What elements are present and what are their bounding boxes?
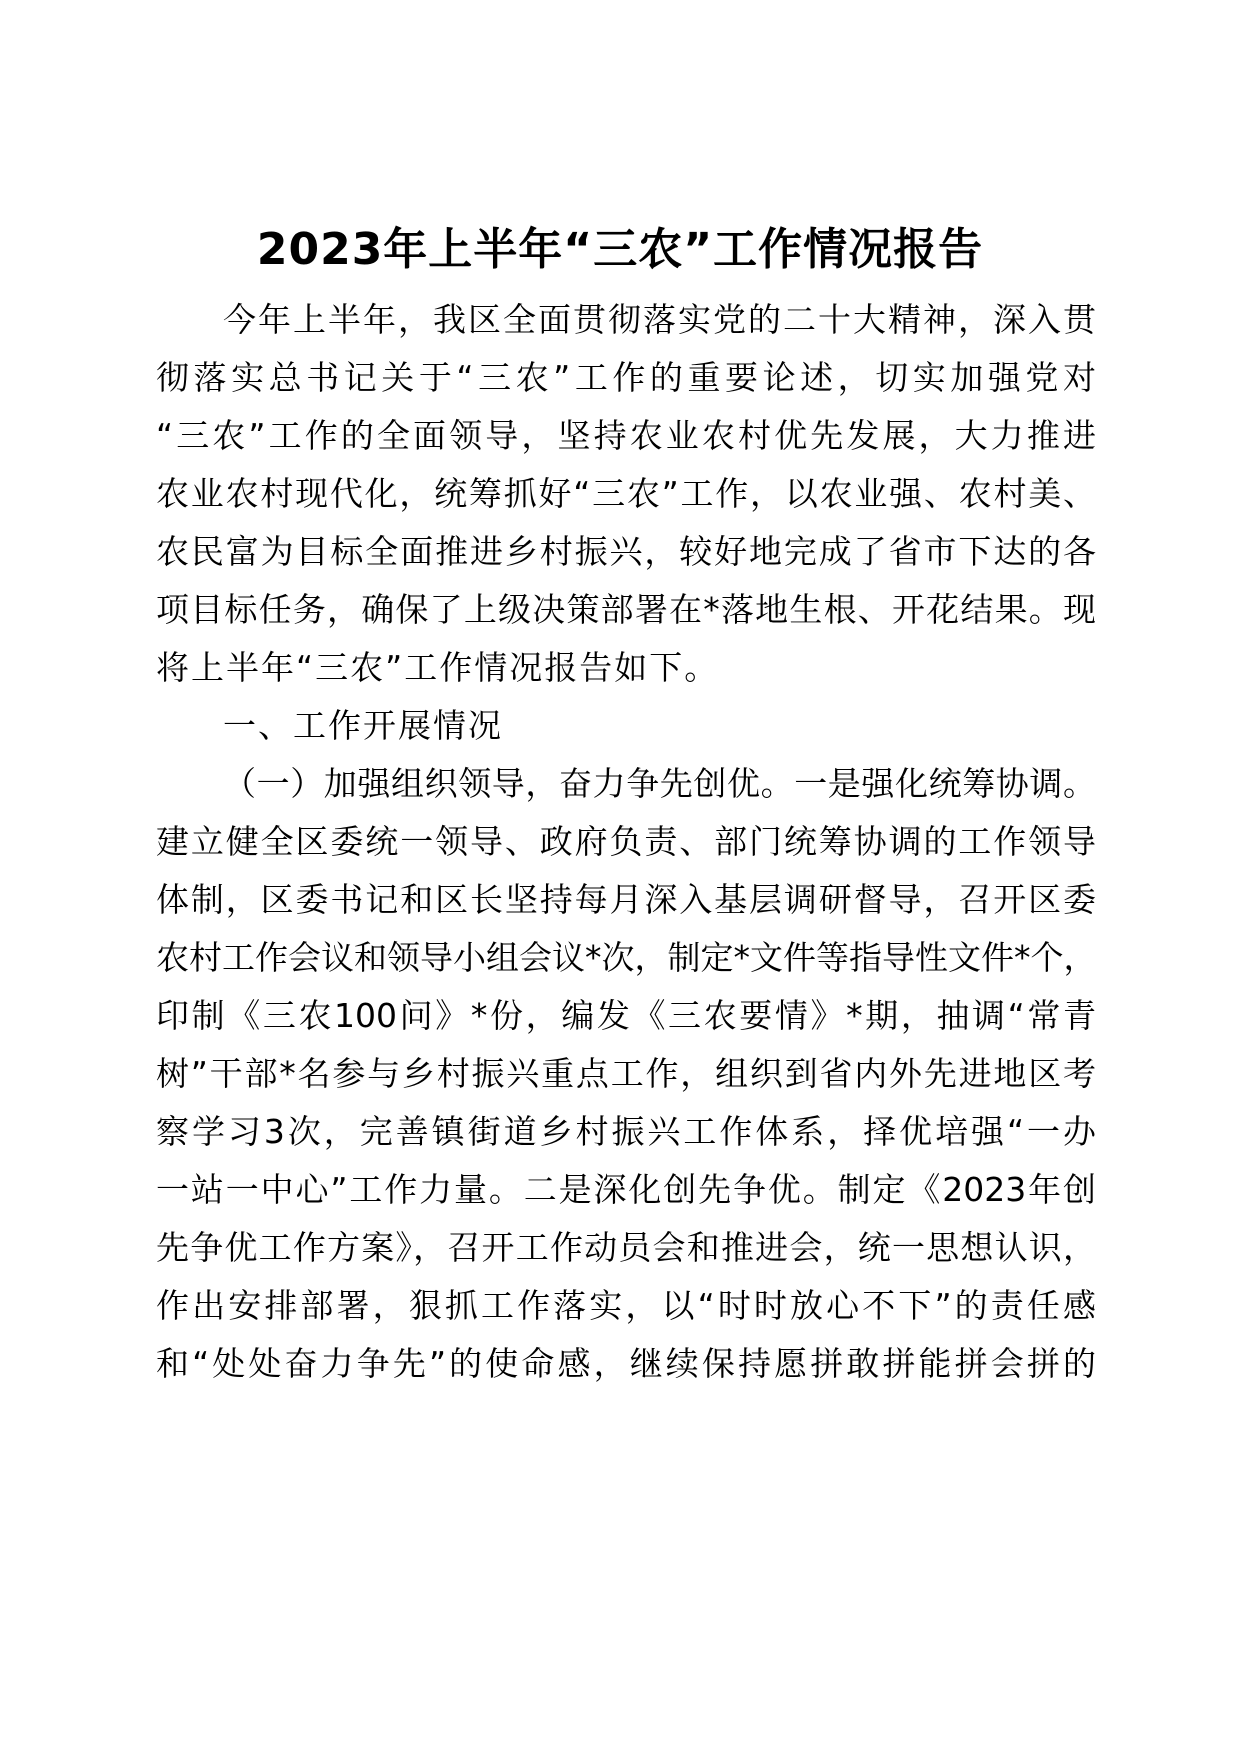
paragraph-line: 一站一中心”工作力量。二是深化创先争优。制定《2023年创 [156,1170,1096,1209]
paragraph-line: 建立健全区委统一领导、政府负责、部门统筹协调的工作领导 [156,822,1096,861]
paragraph-line: 树”干部*名参与乡村振兴重点工作，组织到省内外先进地区考 [156,1054,1096,1093]
paragraph-line: 项目标任务，确保了上级决策部署在*落地生根、开花结果。现 [156,590,1096,629]
paragraph-line: 彻落实总书记关于“三农”工作的重要论述，切实加强党对 [156,358,1096,397]
paragraph-line: 农业农村现代化，统筹抓好“三农”工作，以农业强、农村美、 [156,474,1096,513]
paragraph-line: 察学习3次，完善镇街道乡村振兴工作体系，择优培强“一办 [156,1112,1096,1151]
paragraph-line: （一）加强组织领导，奋力争先创优。一是强化统筹协调。 [223,764,1096,803]
paragraph-line: 印制《三农100问》*份，编发《三农要情》*期，抽调“常青 [156,996,1096,1035]
paragraph-line: 体制，区委书记和区长坚持每月深入基层调研督导，召开区委 [156,880,1096,919]
paragraph-line: 农村工作会议和领导小组会议*次，制定*文件等指导性文件*个， [156,938,1097,977]
paragraph-line: 今年上半年，我区全面贯彻落实党的二十大精神，深入贯 [223,300,1096,339]
paragraph-line: 农民富为目标全面推进乡村振兴，较好地完成了省市下达的各 [156,532,1096,571]
paragraph-line: 和“处处奋力争先”的使命感，继续保持愿拼敢拼能拼会拼的 [156,1344,1096,1383]
paragraph-line: 先争优工作方案》，召开工作动员会和推进会，统一思想认识， [156,1228,1096,1267]
paragraph-line: 作出安排部署，狠抓工作落实，以“时时放心不下”的责任感 [156,1286,1096,1325]
paragraph-line: 将上半年“三农”工作情况报告如下。 [156,648,720,687]
section-heading: 一、工作开展情况 [223,706,503,745]
document-title: 2023年上半年“三农”工作情况报告 [256,224,984,275]
paragraph-line: “三农”工作的全面领导，坚持农业农村优先发展，大力推进 [156,416,1096,455]
